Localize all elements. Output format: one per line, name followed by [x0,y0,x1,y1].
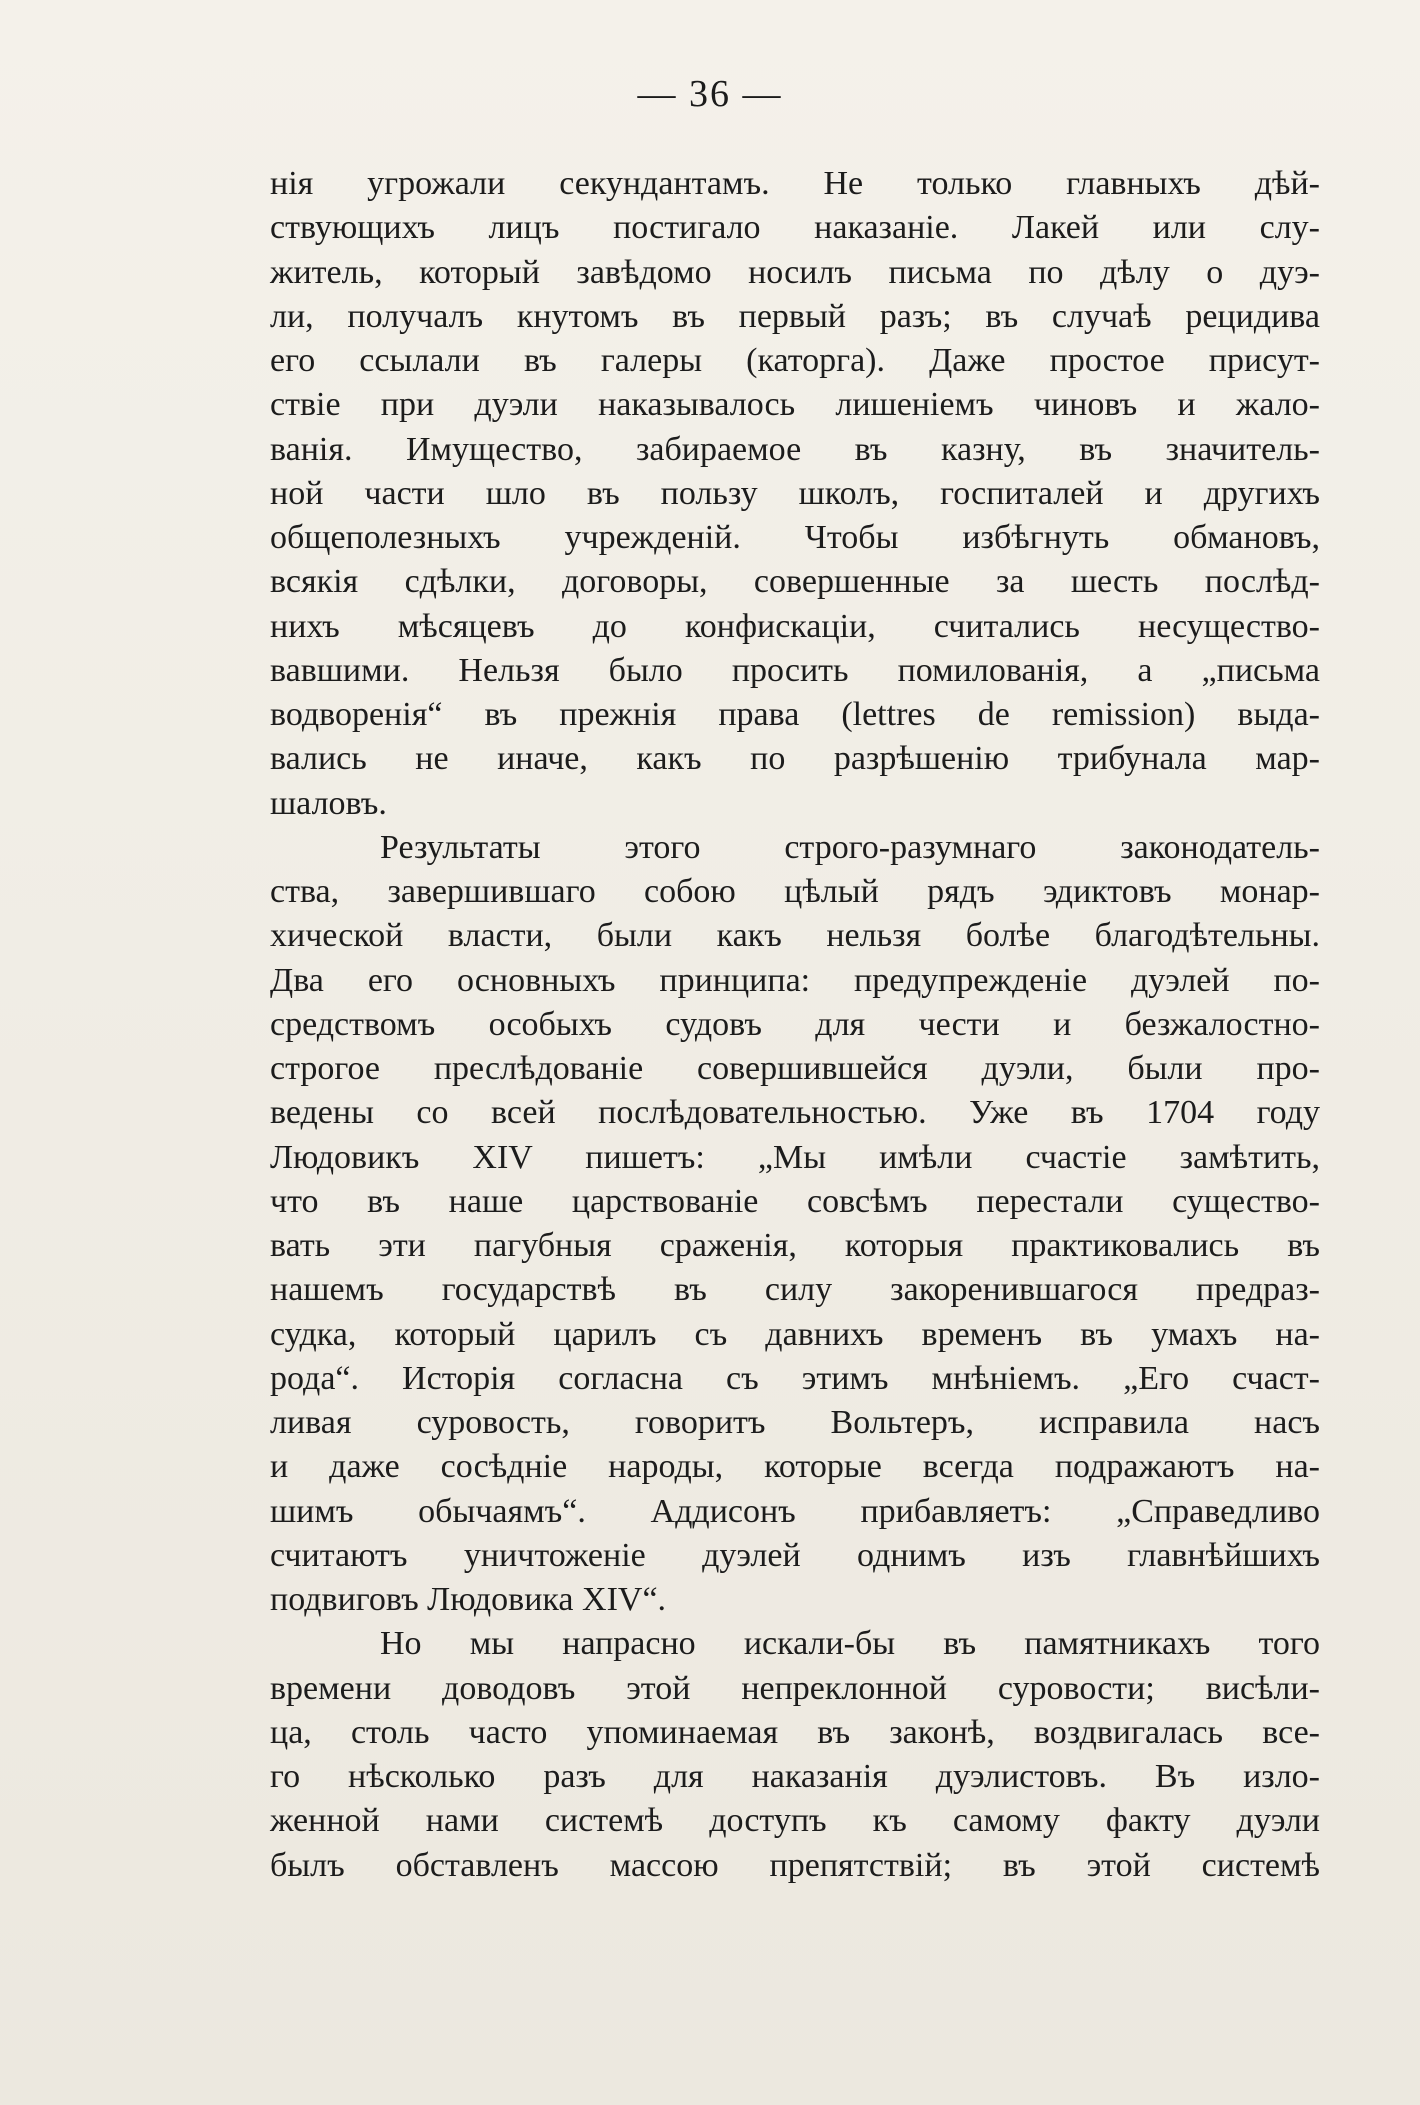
text-line: хической власти, были какъ нельзя болѣе благодѣтельны. [270,917,1320,955]
text-line: ванія. Имущество, забираемое въ казну, въ значитель- [270,430,1320,468]
body-text [270,162,1320,1888]
text-line: средствомъ особыхъ судовъ для чести и безжалостно- [270,1005,1320,1043]
text-line: шимъ обычаямъ“. Аддисонъ прибавляетъ: „Справедливо [270,1492,1320,1530]
text-line: ствіе при дуэли наказывалось лишеніемъ чиновъ и жало- [270,386,1320,424]
text-line: нашемъ государствѣ въ силу закоренившагося предраз- [270,1271,1320,1309]
text-line: Результаты этого строго-разумнаго законодатель- [380,828,1320,866]
text-line: и даже сосѣдніе народы, которые всегда подражаютъ на- [270,1448,1320,1486]
page-number: — 36 — [637,73,783,115]
text-line: его ссылали въ галеры (каторга). Даже простое присут- [270,342,1320,379]
text-line: Но мы напрасно искали-бы въ памятникахъ того [380,1625,1320,1663]
text-line: ствующихъ лицъ постигало наказаніе. Лакей или слу- [270,209,1320,247]
text-line: житель, который завѣдомо носилъ письма по дѣлу о дуэ- [270,253,1320,291]
text-line: считаютъ уничтоженіе дуэлей однимъ изъ главнѣйшихъ [270,1536,1320,1574]
text-line: вались не иначе, какъ по разрѣшенію трибунала мар- [270,740,1320,778]
text-line: женной нами системѣ доступъ къ самому факту дуэли [270,1802,1320,1840]
text-line: ца, столь часто упоминаемая въ законѣ, воздвигалась все- [270,1713,1320,1751]
text-line: ства, завершившаго собою цѣлый рядъ эдиктовъ монар- [270,873,1320,910]
text-line: нихъ мѣсяцевъ до конфискаціи, считались несущество- [270,607,1320,645]
text-line: времени доводовъ этой непреклонной суровости; висѣли- [270,1669,1320,1707]
text-line: го нѣсколько разъ для наказанія дуэлистовъ. Въ изло- [270,1758,1320,1795]
text-line: всякія сдѣлки, договоры, совершенные за шесть послѣд- [270,563,1320,601]
text-line: былъ обставленъ массою препятствій; въ этой системѣ [270,1846,1320,1884]
text-line: подвиговъ Людовика XIV“. [270,1581,667,1618]
text-line: водворенія“ въ прежнія права (lettres de remission) выда- [270,696,1320,733]
text-line: шаловъ. [270,784,387,822]
text-line: Два его основныхъ принципа: предупрежденіе дуэлей по- [270,961,1320,999]
text-line: судка, который царилъ съ давнихъ временъ въ умахъ на- [270,1315,1320,1353]
text-line: вать эти пагубныя сраженія, которыя практиковались въ [270,1227,1320,1264]
text-line: Людовикъ XIV пишетъ: „Мы имѣли счастіе замѣтить, [270,1138,1320,1176]
text-line: общеполезныхъ учрежденій. Чтобы избѣгнуть обмановъ, [270,519,1320,556]
text-line: ли, получалъ кнутомъ въ первый разъ; въ случаѣ рецидива [270,297,1320,335]
text-line: что въ наше царствованіе совсѣмъ перестали существо- [270,1182,1320,1220]
text-line: ведены со всей послѣдовательностью. Уже въ 1704 году [270,1094,1320,1132]
text-line: ливая суровость, говоритъ Вольтеръ, исправила насъ [270,1404,1320,1441]
text-line: вавшими. Нельзя было просить помилованія, а „письма [270,651,1320,689]
text-line: ной части шло въ пользу школъ, госпиталей и другихъ [270,474,1320,512]
text-line: нія угрожали секундантамъ. Не только главныхъ дѣй- [270,165,1320,202]
text-line: рода“. Исторія согласна съ этимъ мнѣніемъ. „Его счаст- [270,1359,1320,1397]
text-line: строгое преслѣдованіе совершившейся дуэли, были про- [270,1050,1320,1087]
